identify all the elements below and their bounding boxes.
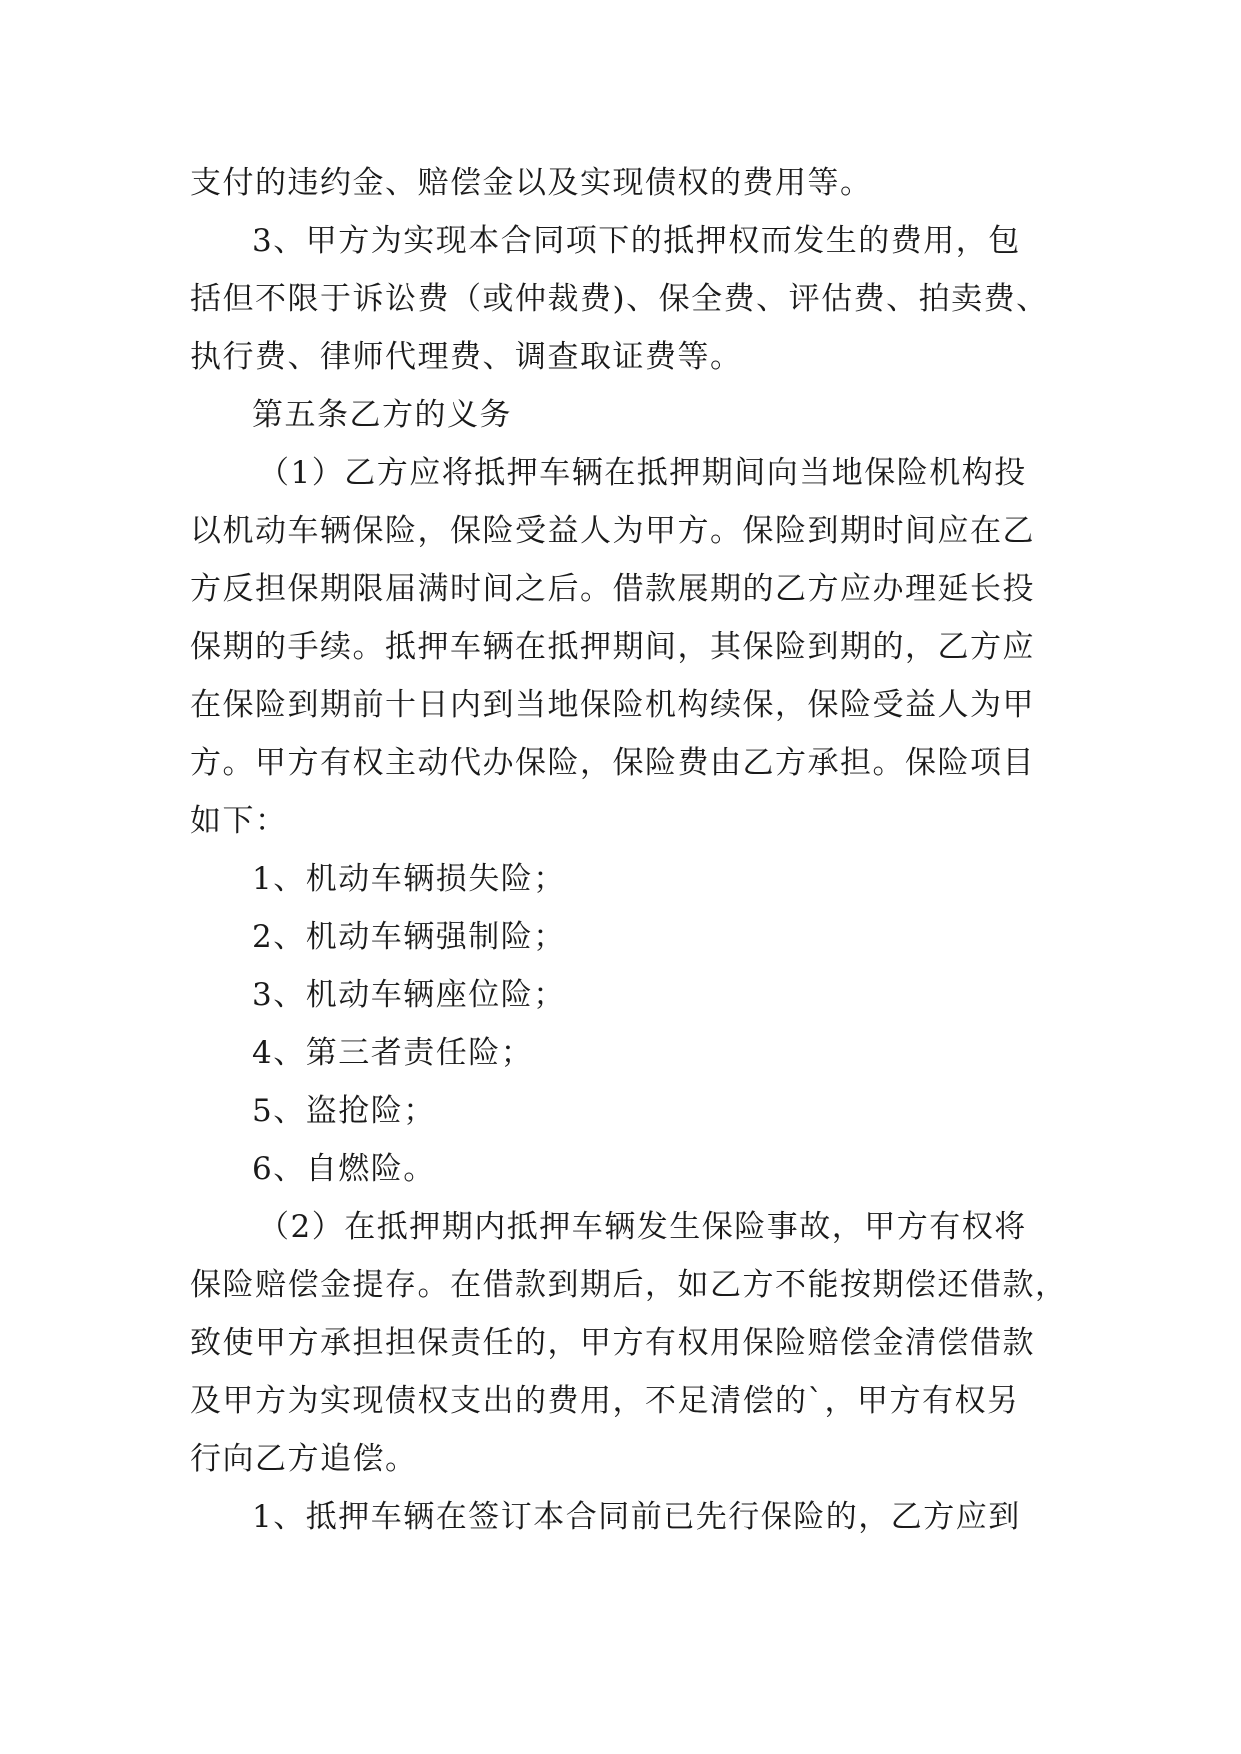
text-line: 及甲方为实现债权支出的费用，不足清偿的`，甲方有权另	[190, 1383, 1020, 1419]
list-item: 5、盗抢险；	[252, 1093, 436, 1129]
section-heading: 第五条乙方的义务	[252, 397, 512, 433]
text-line: 保期的手续。抵押车辆在抵押期间，其保险到期的，乙方应	[190, 629, 1035, 665]
list-item: 3、机动车辆座位险；	[252, 977, 566, 1013]
list-item: 2、机动车辆强制险；	[252, 919, 566, 955]
text-line: 3、甲方为实现本合同项下的抵押权而发生的费用，包	[252, 223, 1021, 259]
text-line: 1、抵押车辆在签订本合同前已先行保险的，乙方应到	[252, 1499, 1021, 1535]
text-line: 致使甲方承担担保责任的，甲方有权用保险赔偿金清偿借款	[190, 1325, 1035, 1361]
list-item: 4、第三者责任险；	[252, 1035, 534, 1071]
text-line: （1）乙方应将抵押车辆在抵押期间向当地保险机构投	[258, 455, 1027, 491]
list-item: 1、机动车辆损失险；	[252, 861, 566, 897]
text-line: 方。甲方有权主动代办保险，保险费由乙方承担。保险项目	[190, 745, 1035, 781]
text-line: （2）在抵押期内抵押车辆发生保险事故，甲方有权将	[258, 1209, 1027, 1245]
text-line: 括但不限于诉讼费（或仲裁费)、保全费、评估费、拍卖费、	[190, 281, 1049, 317]
text-line: 支付的违约金、赔偿金以及实现债权的费用等。	[190, 165, 873, 201]
list-item: 6、自燃险。	[252, 1151, 436, 1187]
text-line: 在保险到期前十日内到当地保险机构续保，保险受益人为甲	[190, 687, 1035, 723]
text-line: 如下：	[190, 803, 288, 839]
text-line: 行向乙方追偿。	[190, 1441, 418, 1477]
text-line: 以机动车辆保险，保险受益人为甲方。保险到期时间应在乙	[190, 513, 1035, 549]
text-line: 方反担保期限届满时间之后。借款展期的乙方应办理延长投	[190, 571, 1035, 607]
text-line: 执行费、律师代理费、调查取证费等。	[190, 339, 743, 375]
text-line: 保险赔偿金提存。在借款到期后，如乙方不能按期偿还借款，	[190, 1267, 1068, 1303]
